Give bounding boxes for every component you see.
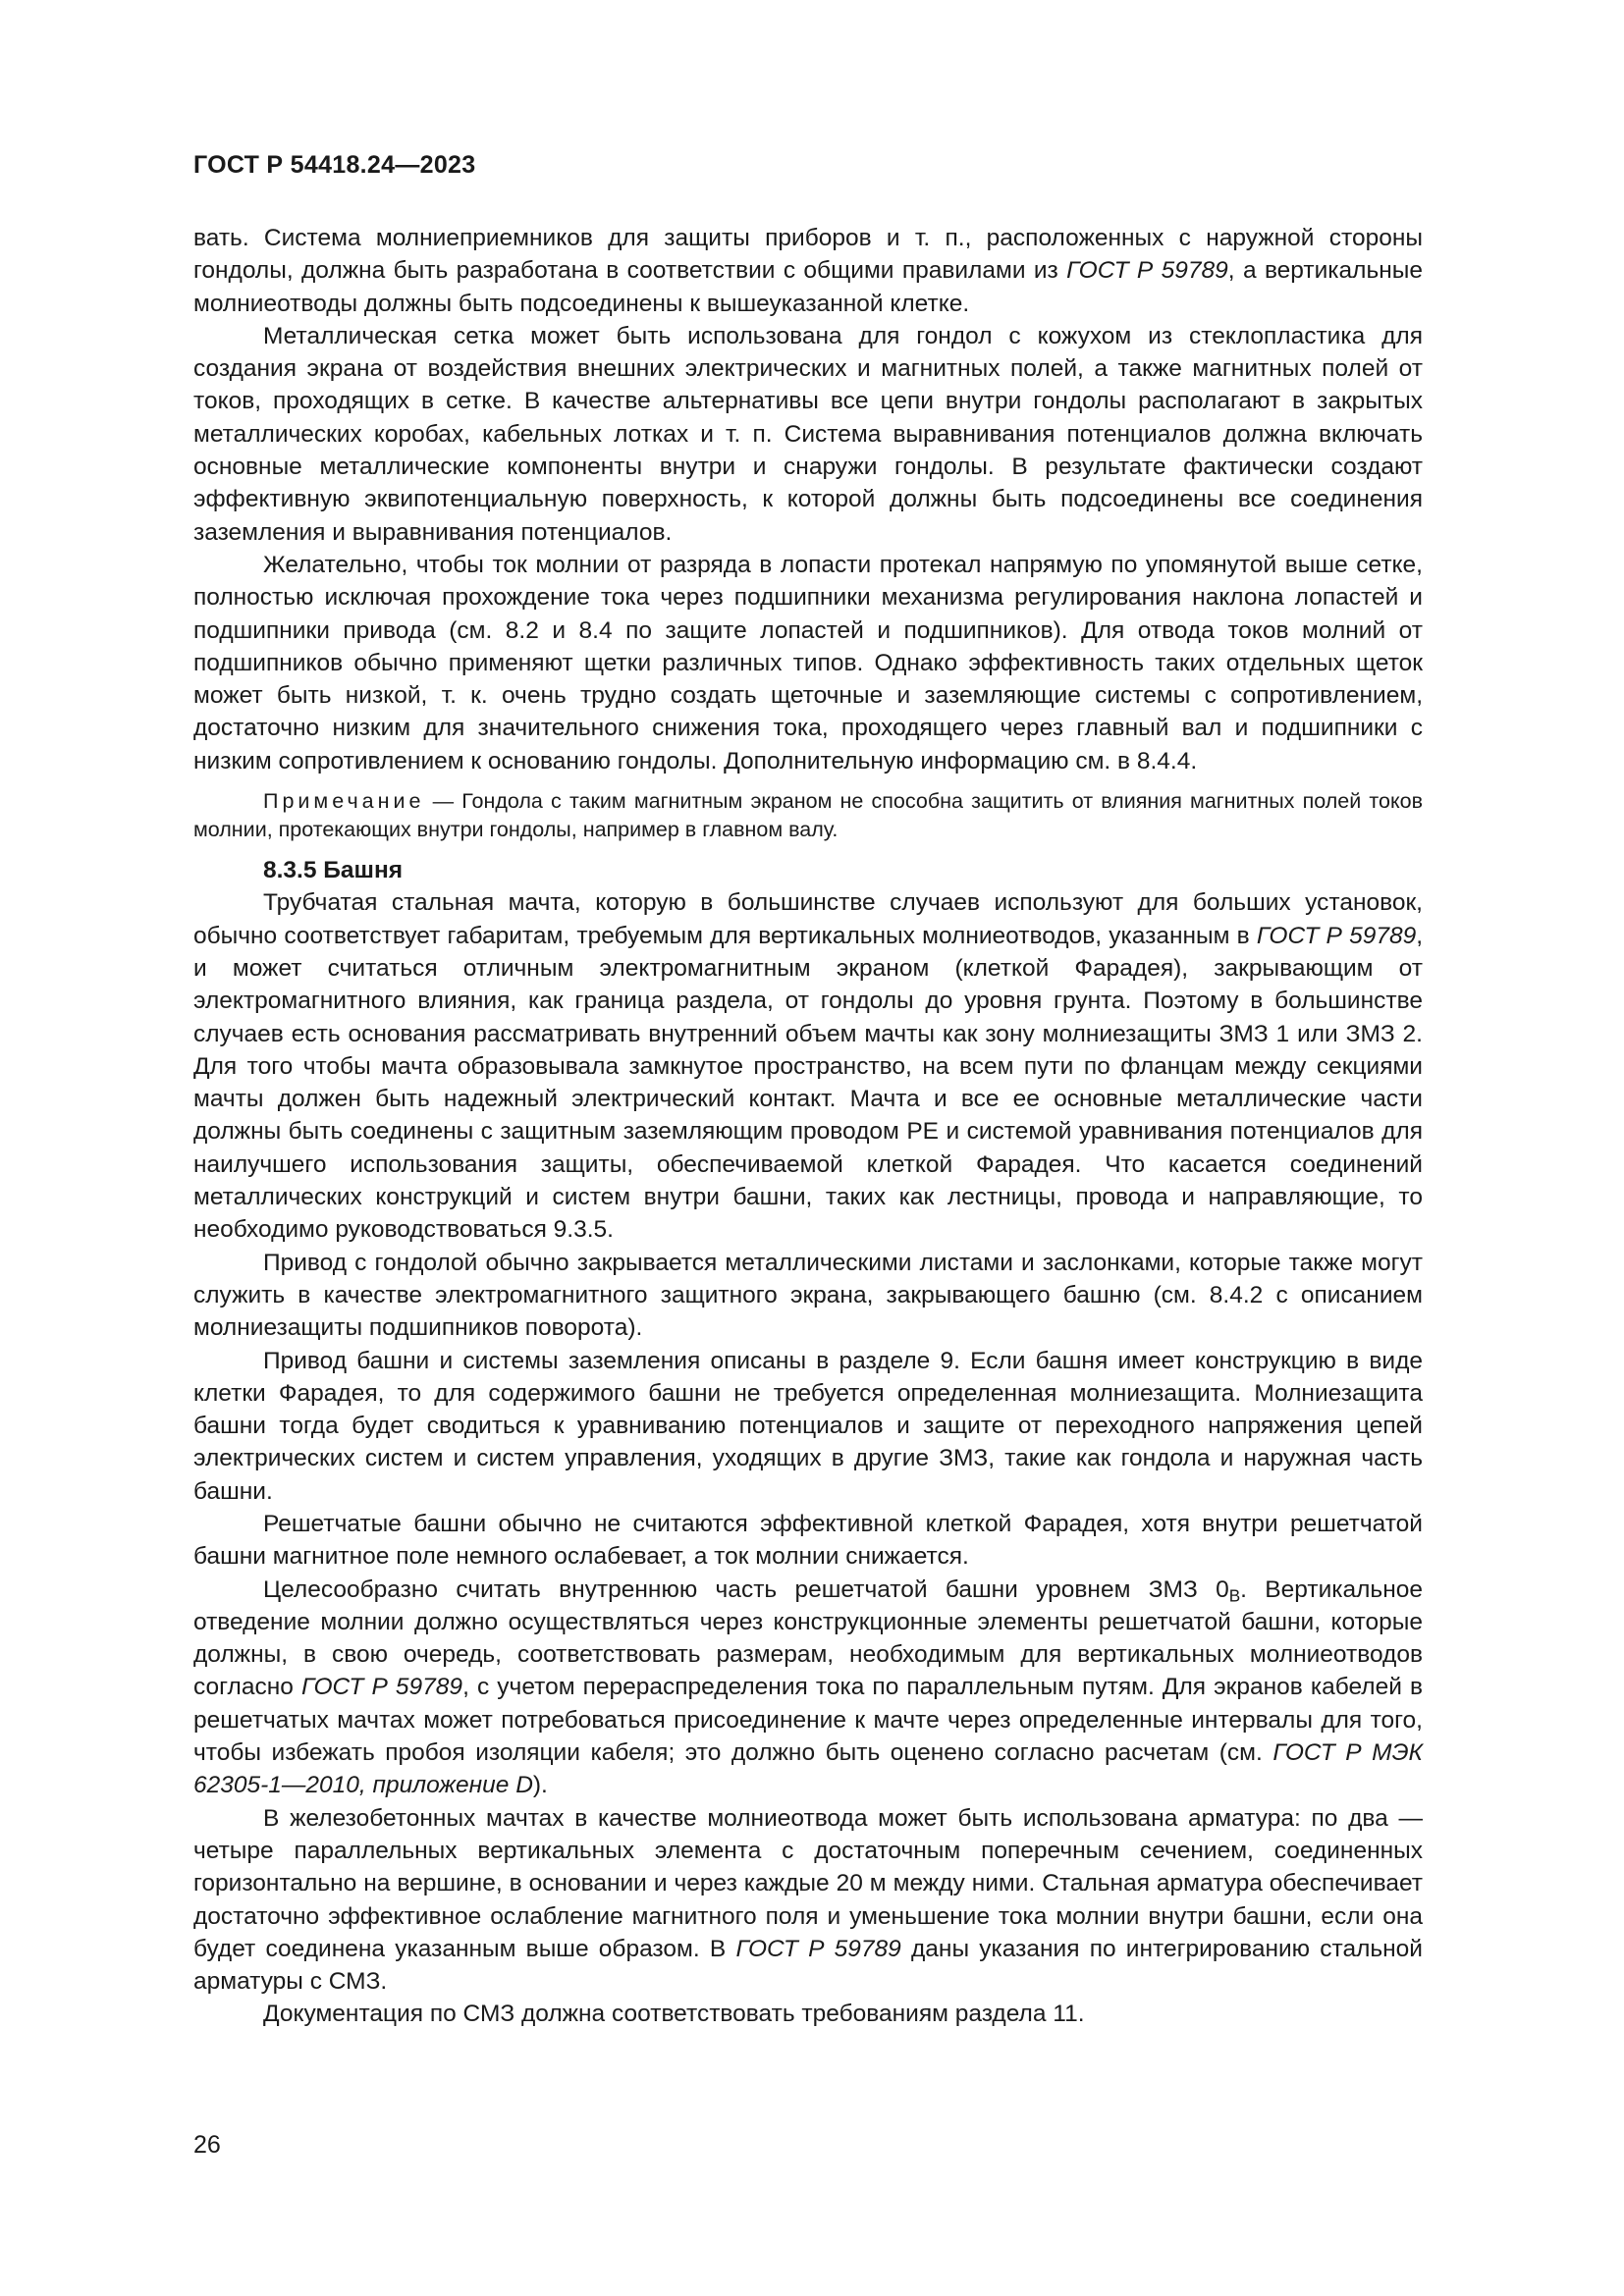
- paragraph: Привод с гондолой обычно закрывается металлическими листами и заслонками, которые также могут служить в качестве электромагнитного защитного экрана, закрывающего башню (см. 8.4.2 с описанием молниезащиты подшипников поворота).: [193, 1249, 1423, 1342]
- document-header: ГОСТ Р 54418.24—2023: [193, 151, 476, 179]
- paragraph-text: даны указания по интегрированию стальной арматуры с СМЗ.: [193, 1935, 1423, 1996]
- section-heading: 8.3.5 Башня: [263, 857, 404, 884]
- paragraph-text: , и может считаться отличным электромагнитным экраном (клеткой Фарадея), закрывающим от электромагнитного влияния, как граница раздела, от гондолы до уровня грунта. Поэтому в большинстве случаев есть основания рассматривать внутренний объем мачты как зону молниезащиты ЗМЗ 1 или ЗМЗ 2. Для того чтобы мачта образовывала замкнутое пространство, на всем пути по фланцам между секциями мачты должен быть надежный электрический контакт. Мачта и все ее основные металлические части должны быть соединены с защитным заземляющим проводом PE и системой уравнивания потенциалов для наилучшего использования защиты, обеспечиваемой клеткой Фарадея. Что касается соединений металлических конструкций и систем внутри башни, таких как лестницы, провода и направляющие, то необходимо руководствоваться 9.3.5.: [193, 922, 1424, 1244]
- paragraph: Привод башни и системы заземления описаны в разделе 9. Если башня имеет конструкцию в виде клетки Фарадея, то для содержимого башни не требуется определенная молниезащита. Молниезащита башни тогда будет сводиться к уравниванию потенциалов и защите от переходного напряжения цепей электрических систем и систем управления, уходящих в другие ЗМЗ, такие как гондола и наружная часть башни.: [193, 1347, 1423, 1505]
- paragraph-text: Трубчатая стальная мачта, которую в большинстве случаев используют для больших установок, обычно соответствует габаритам, требуемым для вертикальных молниеотводов, указанным в: [193, 889, 1423, 949]
- subscript: B: [1228, 1584, 1241, 1605]
- paragraph-text: вать. Система молниеприемников для защиты приборов и т. п., расположенных с наружной стороны гондолы, должна быть разработана в соответствии с общими правилами из: [193, 225, 1423, 285]
- page-number: 26: [193, 2131, 221, 2159]
- paragraph-text: . Вертикальное отведение молнии должно осуществляться через конструкционные элементы решетчатой башни, которые должны, в свою очередь, соответствовать размерам, необходимым для вертикальных молниеотводов согласно: [193, 1575, 1423, 1701]
- paragraph-text: , а вертикальные молниеотводы должны быть подсоединены к вышеуказанной клетке.: [193, 257, 1424, 317]
- document-body: [193, 222, 1423, 2031]
- note-label: Примечание: [263, 789, 425, 814]
- paragraph: Желательно, чтобы ток молнии от разряда в лопасти протекал напрямую по упомянутой выше сетке, полностью исключая прохождение тока через подшипники механизма регулирования наклона лопастей и подшипники привода (см. 8.2 и 8.4 по защите лопастей и подшипников). Для отвода токов молний от подшипников обычно применяют щетки различных типов. Однако эффективность таких отдельных щеток может быть низкой, т. к. очень трудно создать щеточные и заземляющие системы с сопротивлением, достаточно низким для значительного снижения тока, проходящего через главный вал и подшипники с низким сопротивлением к основанию гондолы. Дополнительную информацию см. в 8.4.4.: [193, 551, 1423, 774]
- standard-reference: ГОСТ Р 59789: [1256, 922, 1417, 949]
- paragraph: [193, 1802, 1423, 1999]
- paragraph-text: ).: [532, 1772, 548, 1799]
- standard-reference: ГОСТ Р 59789: [1066, 257, 1228, 285]
- paragraph: Металлическая сетка может быть использована для гондол с кожухом из стеклопластика для создания экрана от воздействия внешних электрических и магнитных полей, а также магнитных полей от токов, проходящих в сетке. В качестве альтернативы все цепи внутри гондолы располагают в закрытых металлических коробах, кабельных лотках и т. п. Система выравнивания потенциалов должна включать основные металлические компоненты внутри и снаружи гондолы. В результате фактически создают эффективную эквипотенциальную поверхность, к которой должны быть подсоединены все соединения заземления и выравнивания потенциалов.: [193, 322, 1423, 546]
- paragraph: Документация по СМЗ должна соответствовать требованиям раздела 11.: [263, 2001, 1085, 2028]
- paragraph: Решетчатые башни обычно не считаются эффективной клеткой Фарадея, хотя внутри решетчатой башни магнитное поле немного ослабевает, а ток молнии снижается.: [193, 1510, 1423, 1571]
- paragraph: [193, 886, 1423, 1246]
- paragraph-text: , с учетом перераспределения тока по параллельным путям. Для экранов кабелей в решетчатых мачтах может потребоваться присоединение к мачте через определенные интервалы для того, чтобы избежать пробоя изоляции кабеля; это должно быть оценено согласно расчетам (см.: [193, 1674, 1424, 1767]
- paragraph: [193, 222, 1423, 320]
- standard-reference: ГОСТ Р 59789: [300, 1674, 463, 1701]
- paragraph-text: Целесообразно считать внутреннюю часть решетчатой башни уровнем ЗМЗ 0: [263, 1575, 1229, 1603]
- standard-reference: ГОСТ Р 59789: [735, 1935, 901, 1962]
- note: [193, 787, 1423, 844]
- paragraph-text: В железобетонных мачтах в качестве молниеотвода может быть использована арматура: по два — четыре параллельных вертикальных элемента с достаточным поперечным сечением, соединенных горизонтально на вершине, в основании и через каждые 20 м между ними. Стальная арматура обеспечивает достаточно эффективное ослабление магнитного поля и уменьшение тока молнии внутри башни, если она будет соединена указанным выше образом. В: [193, 1804, 1423, 1962]
- note-text: — Гондола с таким магнитным экраном не способна защитить от влияния магнитных полей токов молнии, протекающих внутри гондолы, например в главном валу.: [193, 789, 1423, 842]
- paragraph: [193, 1574, 1423, 1802]
- standard-reference: ГОСТ Р МЭК 62305-1—2010, приложение D: [193, 1739, 1424, 1799]
